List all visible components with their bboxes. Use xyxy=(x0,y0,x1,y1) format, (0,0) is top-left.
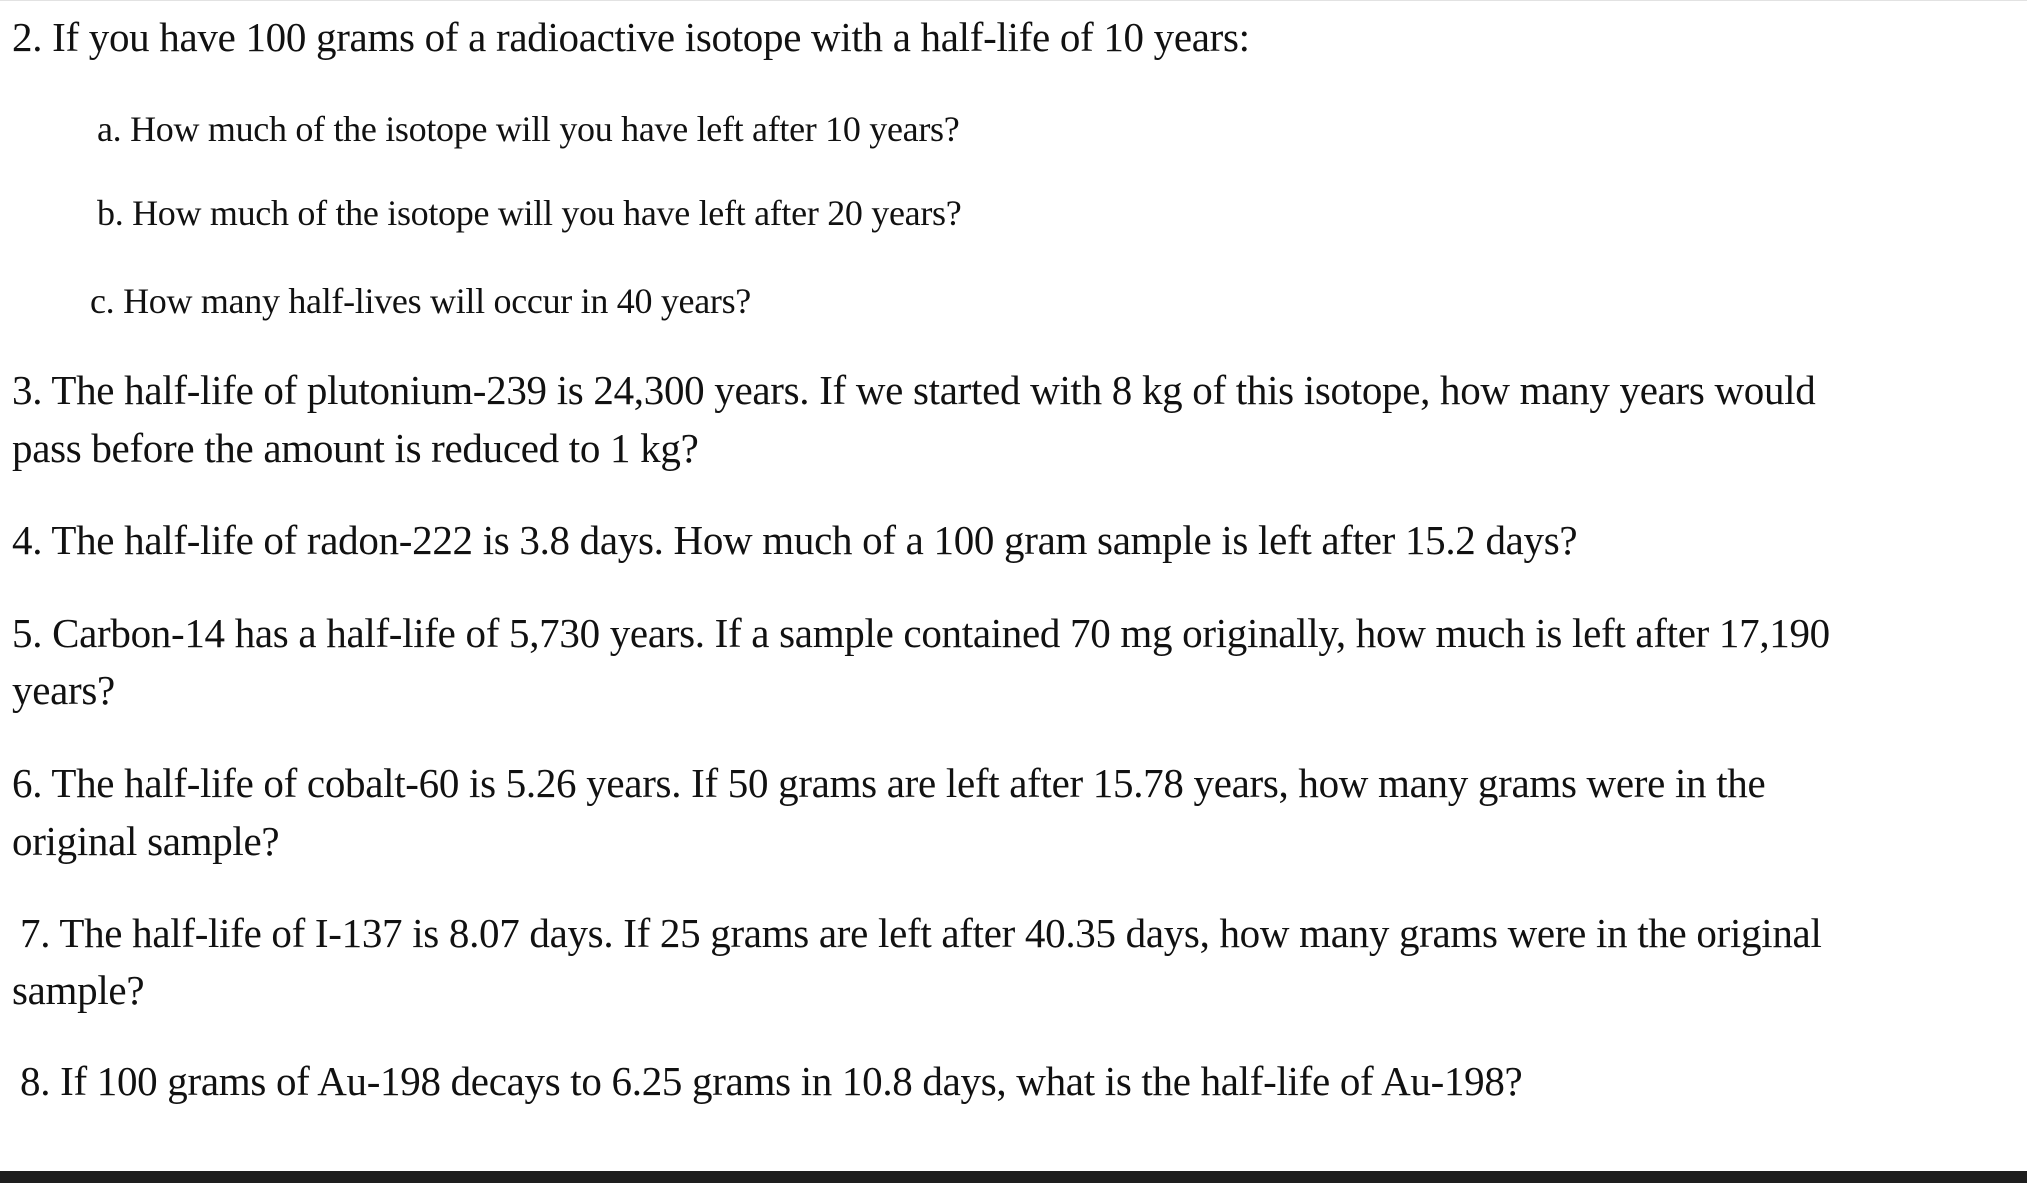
question-2c: c. How many half-lives will occur in 40 years? xyxy=(90,281,751,321)
question-6-line-1: 6. The half-life of cobalt-60 is 5.26 years. If 50 grams are left after 15.78 years, how many grams were in the xyxy=(12,760,1766,806)
bottom-edge-bar xyxy=(0,1171,2027,1183)
question-2a: a. How much of the isotope will you have left after 10 years? xyxy=(97,109,960,149)
question-5-line-2: years? xyxy=(12,667,115,713)
question-4: 4. The half-life of radon-222 is 3.8 days. How much of a 100 gram sample is left after 15.2 days? xyxy=(12,517,1578,563)
question-7-line-1: 7. The half-life of I-137 is 8.07 days. If 25 grams are left after 40.35 days, how many grams were in the original xyxy=(20,910,1822,956)
question-3-line-1: 3. The half-life of plutonium-239 is 24,300 years. If we started with 8 kg of this isotope, how many years would xyxy=(12,367,1816,413)
question-2: 2. If you have 100 grams of a radioactive isotope with a half-life of 10 years: xyxy=(12,14,1250,60)
question-3-line-2: pass before the amount is reduced to 1 kg? xyxy=(12,425,699,471)
question-5-line-1: 5. Carbon-14 has a half-life of 5,730 years. If a sample contained 70 mg originally, how much is left after 17,190 xyxy=(12,610,1830,656)
question-2b: b. How much of the isotope will you have left after 20 years? xyxy=(97,193,962,233)
question-7-line-2: sample? xyxy=(12,967,145,1013)
question-8: 8. If 100 grams of Au-198 decays to 6.25 grams in 10.8 days, what is the half-life of Au-198? xyxy=(20,1058,1523,1104)
question-6-line-2: original sample? xyxy=(12,818,280,864)
